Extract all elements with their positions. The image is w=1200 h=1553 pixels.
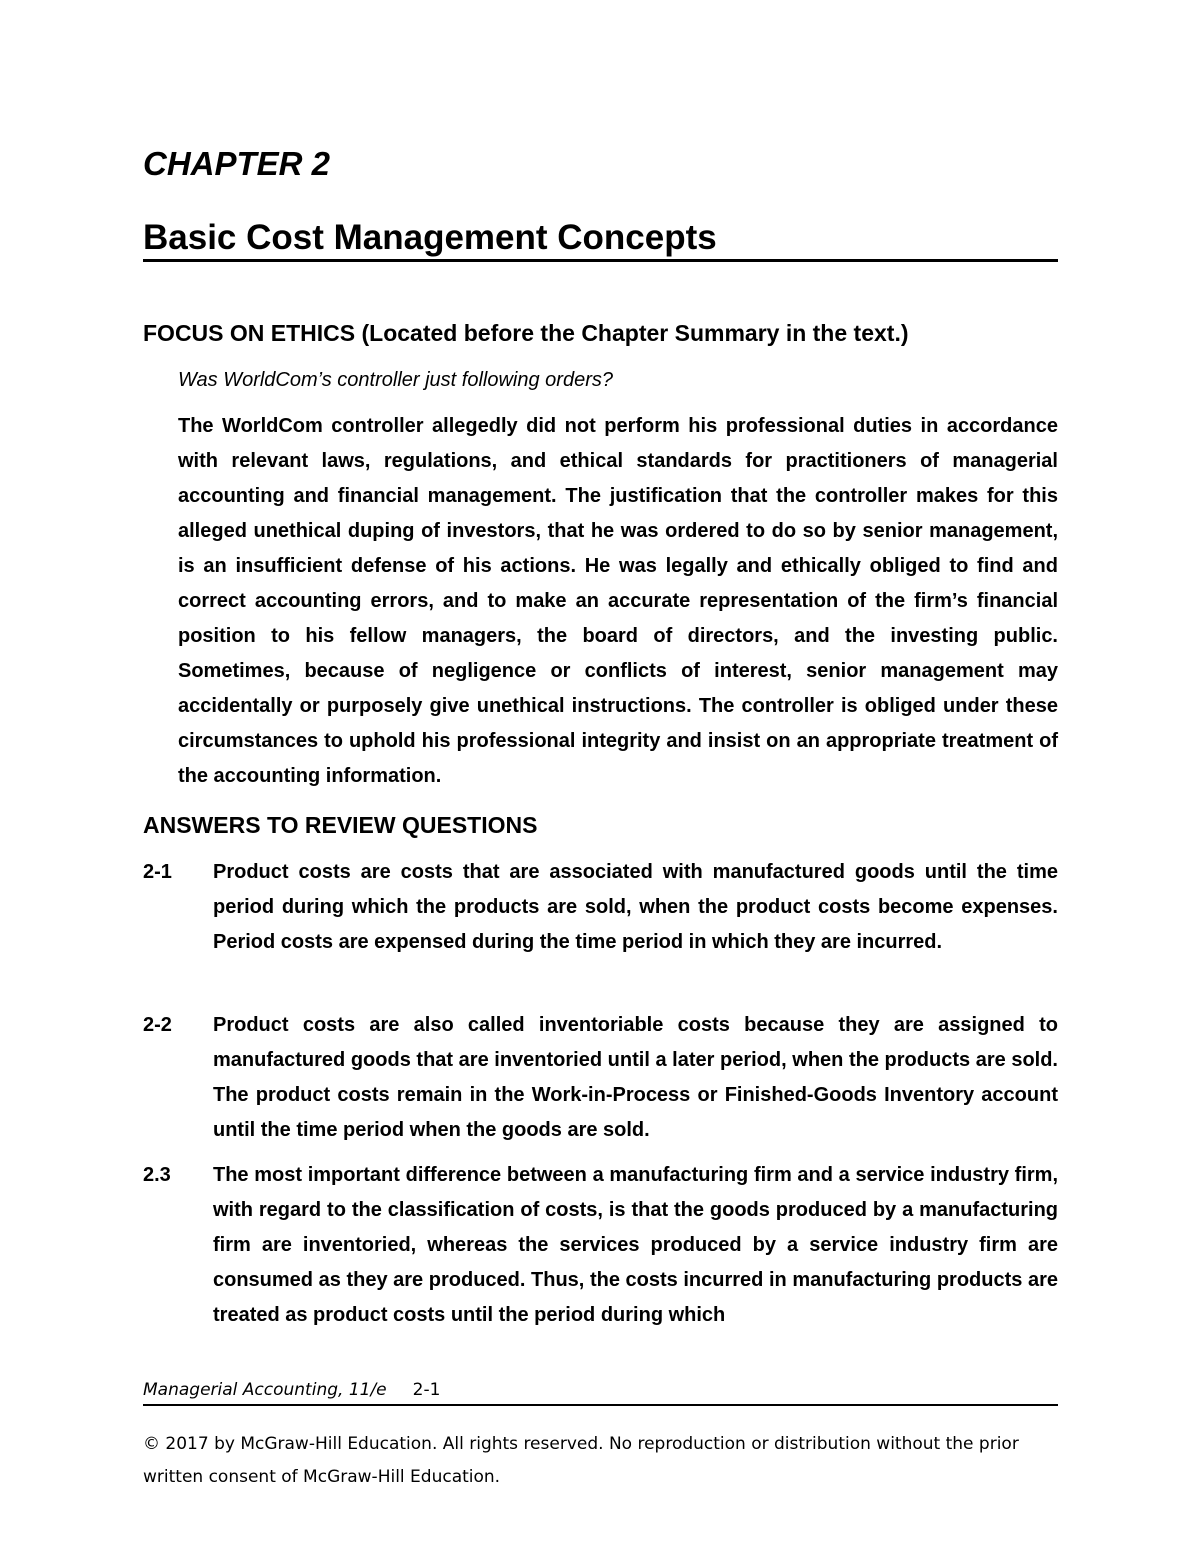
page-footer <box>143 1378 440 1402</box>
review-answer-text: The most important difference between a manufacturing firm and a service industry firm, with regard to the classification of costs, is that the goods produced by a manufacturing firm are inventoried, whereas the services produced by a service industry firm are consumed as they are produced. Thus, the costs incurred in manufacturing products are treated as product costs until the period during which <box>213 1164 1058 1326</box>
title-divider <box>143 259 1058 262</box>
review-answer-number: 2-1 <box>143 861 172 883</box>
review-answer-number: 2-2 <box>143 1014 172 1036</box>
review-questions-heading: ANSWERS TO REVIEW QUESTIONS <box>143 812 538 838</box>
review-answer-text: Product costs are costs that are associated with manufactured goods until the time period during which the products are sold, when the product costs become expenses. Period costs are expensed during the time period in which they are incurred. <box>213 861 1058 953</box>
review-answer-text: Product costs are also called inventoriable costs because they are assigned to manufactured goods that are inventoried until a later period, when the products are sold. The product costs remain in the Work-in-Process or Finished-Goods Inventory account until the time period when the goods are sold. <box>213 1014 1058 1141</box>
review-answer-number: 2.3 <box>143 1164 171 1186</box>
chapter-label: CHAPTER 2 <box>143 145 331 182</box>
ethics-question: Was WorldCom’s controller just following orders? <box>178 369 613 391</box>
chapter-title: Basic Cost Management Concepts <box>143 218 717 257</box>
focus-on-ethics-heading: FOCUS ON ETHICS (Located before the Chapter Summary in the text.) <box>143 320 909 346</box>
footer-book-title: Managerial Accounting, 11/e <box>143 1380 387 1400</box>
ethics-answer-paragraph: The WorldCom controller allegedly did not perform his professional duties in accordance with relevant laws, regulations, and ethical standards for practitioners of managerial accounting and financial management. The justification that the controller makes for this alleged unethical duping of investors, that he was ordered to do so by senior management, is an insufficient defense of his actions. He was legally and ethically obliged to find and correct accounting errors, and to make an accurate representation of the firm’s financial position to his fellow managers, the board of directors, and the investing public. Sometimes, because of negligence or conflicts of interest, senior management may accidentally or purposely give unethical instructions. The controller is obliged under these circumstances to uphold his professional integrity and insist on an appropriate treatment of the accounting information. <box>178 415 1058 787</box>
footer-page-number: 2-1 <box>412 1380 441 1400</box>
footer-copyright: © 2017 by McGraw-Hill Education. All rights reserved. No reproduction or distribution without the prior written consent of McGraw-Hill Education. <box>143 1434 1019 1487</box>
footer-divider <box>143 1404 1058 1406</box>
